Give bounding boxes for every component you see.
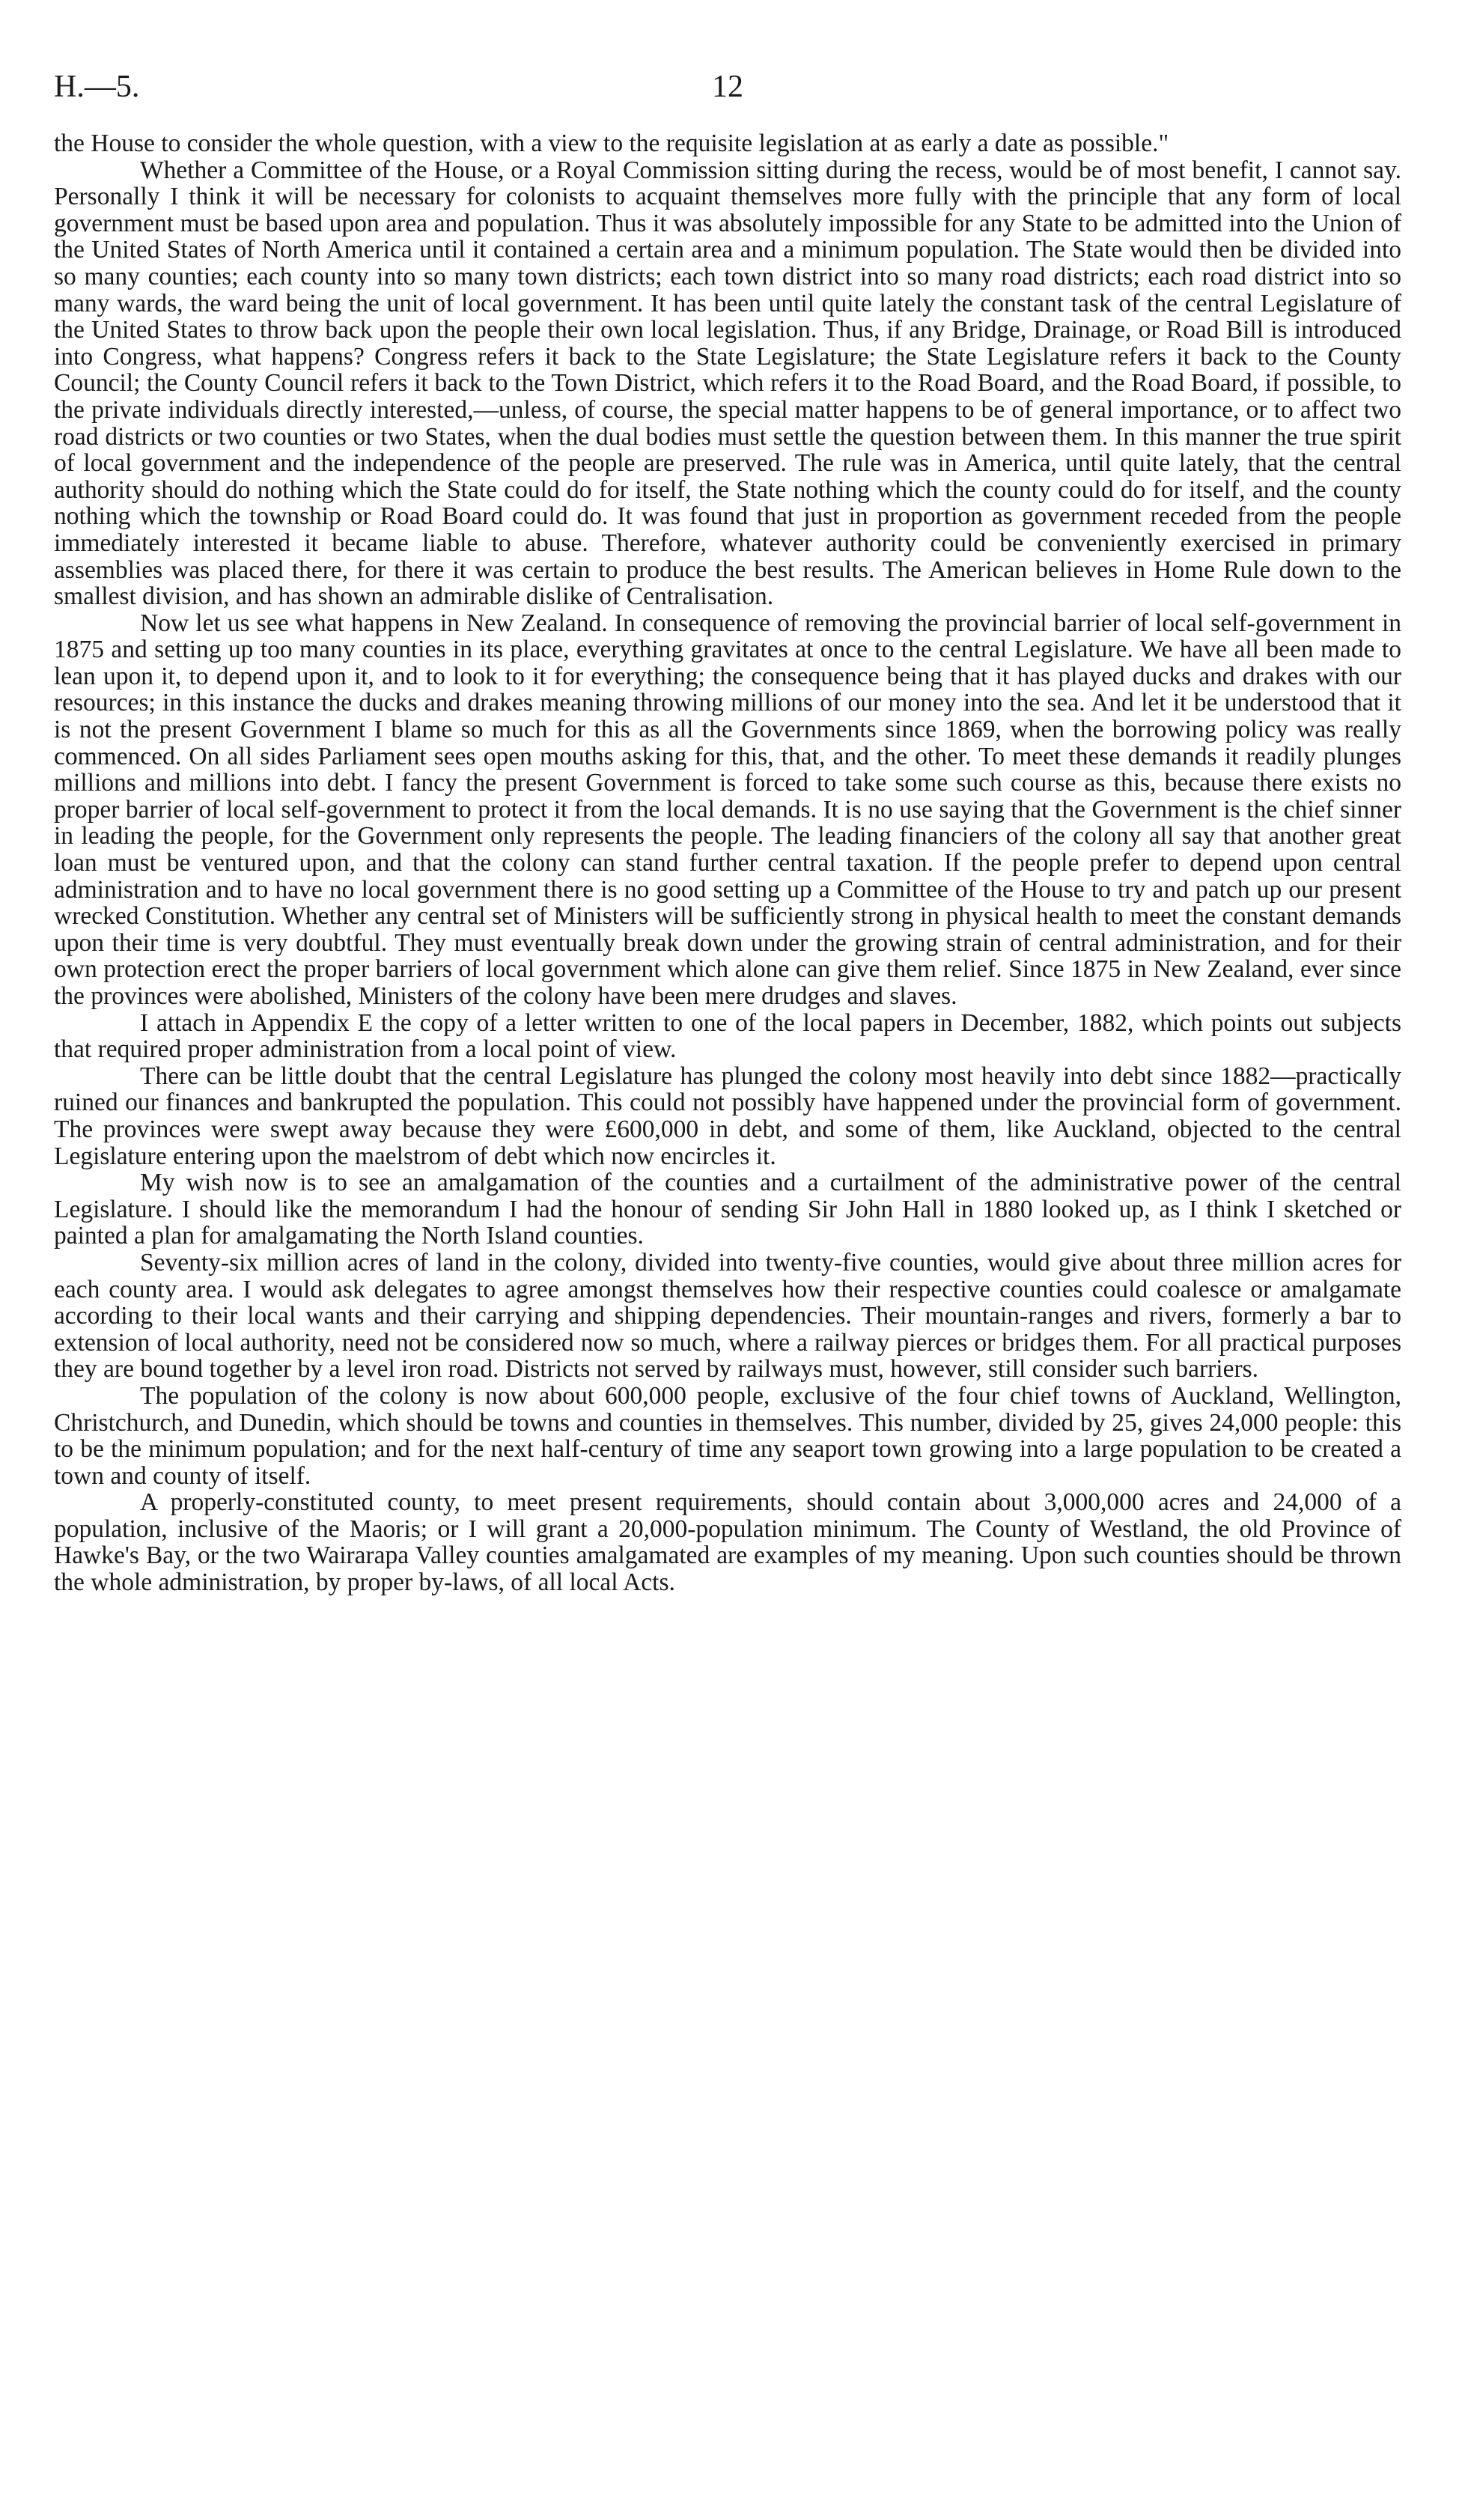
paragraph-counties-area: Seventy-six million acres of land in the colony, divided into twenty-five counties, would give about three million acres for each county area. I would ask delegates to agree amongst themselves how their respective counties could coalesce or amalgamate according to their local wants and their carrying and shipping dependencies. Their mountain-ranges and rivers, formerly a bar to extension of local authority, need not be considered now so much, where a railway pierces or bridges them. For all practical purposes they are bound together by a level iron road. Districts not served by railways must, however, still consider such barriers.: [54, 1248, 1401, 1384]
paragraph-amalgamation: My wish now is to see an amalgamation of the counties and a curtailment of the administrative power of the central Legislature. I should like the memorandum I had the honour of sending Sir John Hall in 1880 looked up, as I think I sketched or painted a plan for amalgamating the North Island counties.: [54, 1169, 1401, 1250]
document-reference: H.—5.: [54, 70, 140, 104]
page-number: 12: [712, 70, 743, 104]
body-text: [54, 130, 1401, 1596]
running-header: [54, 69, 1401, 121]
paragraph-new-zealand: Now let us see what happens in New Zealand. In consequence of removing the provincial barrier of local self-government in 1875 and setting up too many counties in its place, everything gravitates at once to the central Legislature. We have all been made to lean upon it, to depend upon it, and to look to it for everything; the consequence being that it has played ducks and drakes with our resources; in this instance the ducks and drakes meaning throwing millions of our money into the sea. And let it be understood that it is not the present Government I blame so much for this as all the Governments since 1869, when the borrowing policy was really commenced. On all sides Parliament sees open mouths asking for this, that, and the other. To meet these demands it readily plunges millions and millions into debt. I fancy the present Government is forced to take some such course as this, because there exists no proper barrier of local self-government to protect it from the local demands. It is no use saying that the Government is the chief sinner in leading the people, for the Government only represents the people. The leading financiers of the colony all say that another great loan must be ventured upon, and that the colony can stand further central taxation. If the people prefer to depend upon central administration and to have no local government there is no good setting up a Committee of the House to try and patch up our present wrecked Constitution. Whether any central set of Ministers will be sufficiently strong in physical health to meet the constant demands upon their time is very doubtful. They must eventually break down under the growing strain of central administration, and for their own protection erect the proper barriers of local government which alone can give them relief. Since 1875 in New Zealand, ever since the provinces were abolished, Ministers of the colony have been mere drudges and slaves.: [54, 609, 1401, 1010]
paragraph-continued: the House to consider the whole question, with a view to the requisite legislation at as early a date as possible.": [54, 130, 1169, 157]
paragraph-population: The population of the colony is now about 600,000 people, exclusive of the four chief towns of Auckland, Wellington, Christchurch, and Dunedin, which should be towns and counties in themselves. This number, divided by 25, gives 24,000 people: this to be the minimum population; and for the next half-century of time any seaport town growing into a large population to be created a town and county of itself.: [54, 1381, 1401, 1490]
paragraph-properly-constituted-county: A properly-constituted county, to meet present requirements, should contain about 3,000,000 acres and 24,000 of a population, inclusive of the Maoris; or I will grant a 20,000-population minimum. The County of Westland, the old Province of Hawke's Bay, or the two Wairarapa Valley counties amalgamated are examples of my meaning. Upon such counties should be thrown the whole administration, by proper by-laws, of all local Acts.: [54, 1488, 1401, 1597]
paragraph-debt: There can be little doubt that the central Legislature has plunged the colony most heavily into debt since 1882—practically ruined our finances and bankrupted the population. This could not possibly have happened under the provincial form of government. The provinces were swept away because they were £600,000 in debt, and some of them, like Auckland, objected to the central Legislature entering upon the maelstrom of debt which now encircles it.: [54, 1062, 1401, 1170]
paragraph-appendix-e: I attach in Appendix E the copy of a letter written to one of the local papers in December, 1882, which points out subjects that required proper administration from a local point of view.: [54, 1008, 1401, 1064]
paragraph-committee-or-commission: Whether a Committee of the House, or a Royal Commission sitting during the recess, would be of most benefit, I cannot say. Personally I think it will be necessary for colonists to acquaint themselves more fully with the principle that any form of local government must be based upon area and population. Thus it was absolutely impossible for any State to be admitted into the Union of the United States of North America until it contained a certain area and a minimum population. The State would then be divided into so many counties; each county into so many town districts; each town district into so many road districts; each road district into so many wards, the ward being the unit of local government. It has been until quite lately the constant task of the central Legislature of the United States to throw back upon the people their own local legislation. Thus, if any Bridge, Drainage, or Road Bill is introduced into Congress, what happens? Congress refers it back to the State Legislature; the State Legislature refers it back to the County Council; the County Council refers it back to the Town District, which refers it to the Road Board, and the Road Board, if possible, to the private individuals directly interested,—unless, of course, the special matter happens to be of general importance, or to affect two road districts or two counties or two States, when the dual bodies must settle the question between them. In this manner the true spirit of local government and the independence of the people are preserved. The rule was in America, until quite lately, that the central authority should do nothing which the State could do for itself, the State nothing which the county could do for itself, and the county nothing which the township or Road Board could do. It was found that just in proportion as government receded from the people immediately interested it became liable to abuse. Therefore, whatever authority could be conveniently exercised in primary assemblies was placed there, for there it was certain to produce the best results. The American believes in Home Rule down to the smallest division, and has shown an admirable dislike of Centralisation.: [54, 156, 1401, 611]
document-page: [54, 69, 1401, 1596]
